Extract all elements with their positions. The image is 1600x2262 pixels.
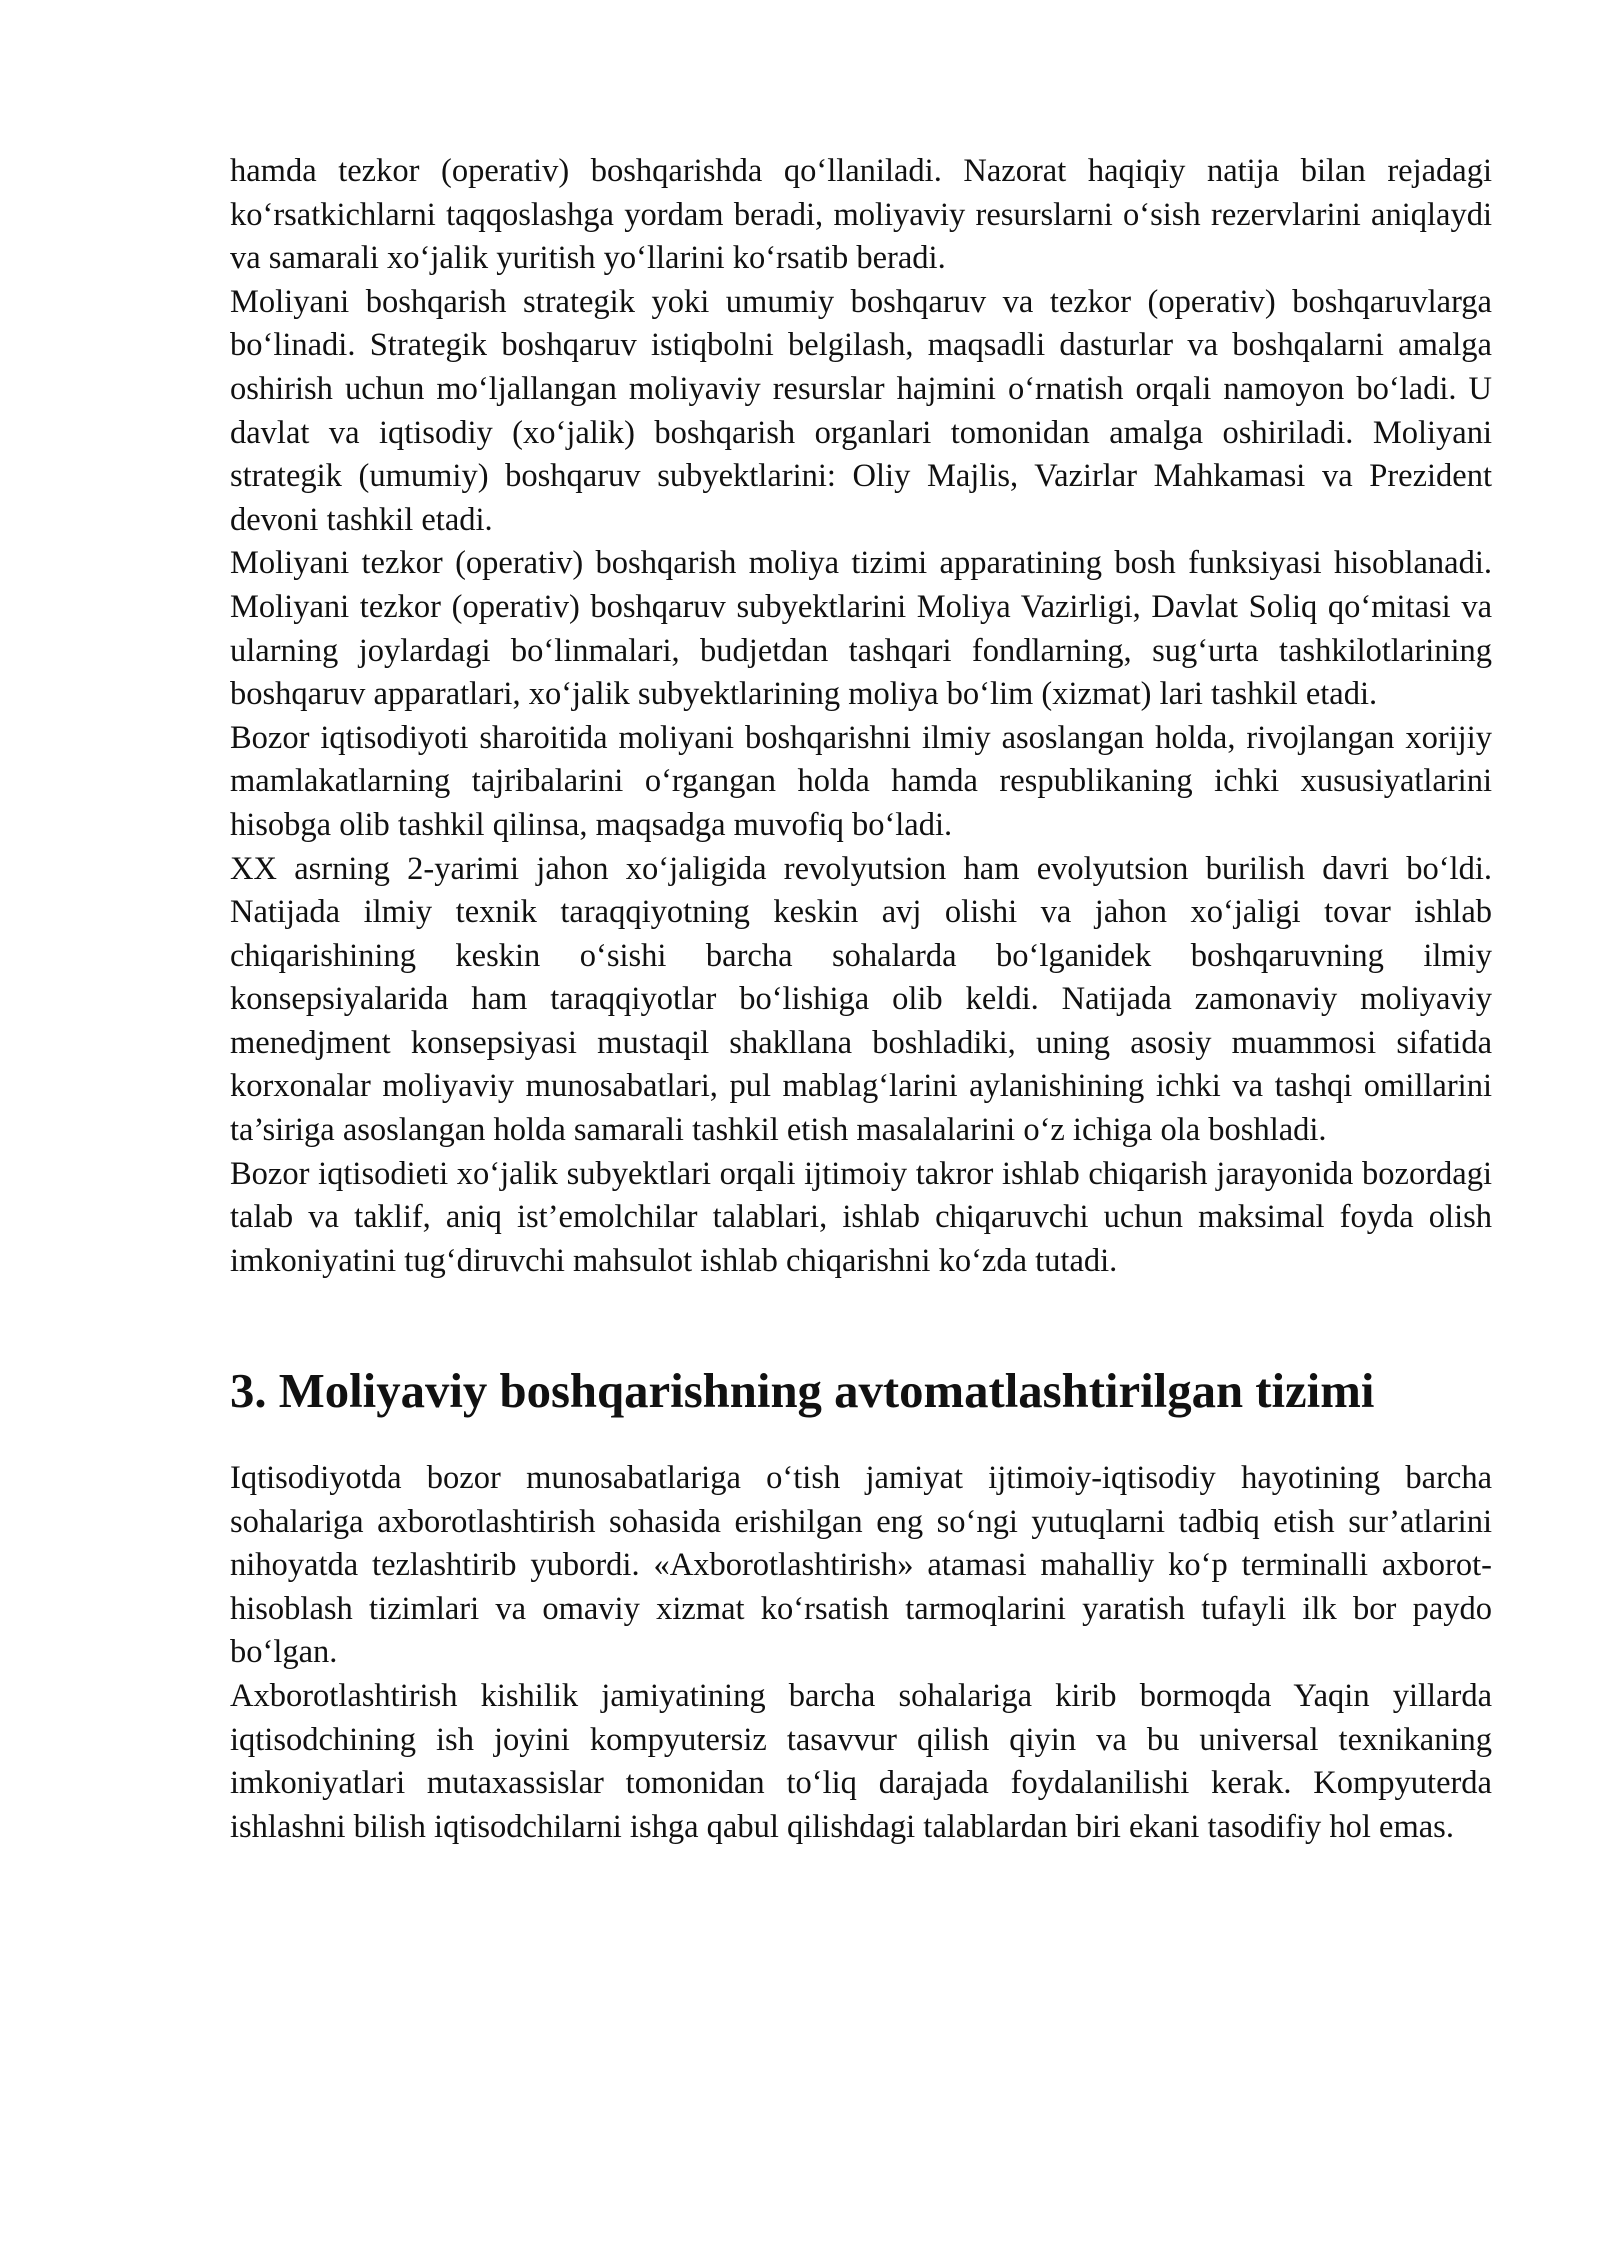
section-heading: 3. Moliyaviy boshqarishning avtomatlashtirilgan tizimi bbox=[230, 1364, 1375, 1419]
paragraph-operative-management: Moliyani tezkor (operativ) boshqarish moliya tizimi apparatining bosh funksiyasi hisoblanadi. Moliyani tezkor (operativ) boshqaruv subyektlarini Moliya Vazirligi, Davlat Soliq qo‘mitasi va ularning joylardagi bo‘linmalari, budjetdan tashqari fondlarning, sug‘urta tashkilotlarining boshqaruv apparatlari, xo‘jalik subyektlarining moliya bo‘lim (xizmat) lari tashkil etadi. bbox=[230, 545, 1492, 713]
heading-spacer bbox=[230, 1414, 1492, 1457]
paragraph-informatization-society: Axborotlashtirish kishilik jamiyatining barcha sohalariga kirib bormoqda Yaqin yillarda iqtisodchining ish joyini kompyutersiz tasavvur qilish qiyin va bu universal texnikaning imkoniyatlari mutaxassislar tomonidan to‘liq darajada foydalanilishi kerak. Kompyuterda ishlashni bilish iqtisodchilarni ishga qabul qilishdagi talablardan biri ekani tasodifiy hol emas. bbox=[230, 1678, 1492, 1845]
paragraph-market-subjects: Bozor iqtisodieti xo‘jalik subyektlari orqali ijtimoiy takror ishlab chiqarish jarayonida bozordagi talab va taklif, aniq ist’emolchilar talablari, ishlab chiqaruvchi uchun maksimal foyda olish imkoniyatini tug‘diruvchi mahsulot ishlab chiqarishni ko‘zda tutadi. bbox=[230, 1155, 1492, 1279]
section-spacer bbox=[230, 1283, 1492, 1370]
paragraph-informatization-intro: Iqtisodiyotda bozor munosabatlariga o‘tish jamiyat ijtimoiy-iqtisodiy hayotining barcha sohalariga axborotlashtirish sohasida erishilgan eng so‘ngi yutuqlarni tadbiq etish sur’atlarini nihoyatda tezlashtirib yubordi. «Axborotlashtirish» atamasi mahalliy ko‘p terminalli axborot-hisoblash tizimlari va omaviy xizmat ko‘rsatish tarmoqlarini yaratish tufayli ilk bor paydo bo‘lgan. bbox=[230, 1460, 1492, 1671]
paragraph-control-usage: hamda tezkor (operativ) boshqarishda qo‘llaniladi. Nazorat haqiqiy natija bilan rejadagi ko‘rsatkichlarni taqqoslashga yordam beradi, moliyaviy resurslarni o‘sish rezervlarini aniqlaydi va samarali xo‘jalik yuritish yo‘llarini ko‘rsatib beradi. bbox=[230, 153, 1492, 277]
paragraph-strategic-management: Moliyani boshqarish strategik yoki umumiy boshqaruv va tezkor (operativ) boshqaruvlarga bo‘linadi. Strategik boshqaruv istiqbolni belgilash, maqsadli dasturlar va boshqalarni amalga oshirish uchun mo‘ljallangan moliyaviy resurslar hajmini o‘rnatish orqali namoyon bo‘ladi. U davlat va iqtisodiy (xo‘jalik) boshqarish organlari tomonidan amalga oshiriladi. Moliyani strategik (umumiy) boshqaruv subyektlarini: Oliy Majlis, Vazirlar Mahkamasi va Prezident devoni tashkil etadi. bbox=[230, 283, 1492, 538]
paragraph-20th-century: XX asrning 2-yarimi jahon xo‘jaligida revolyutsion ham evolyutsion burilish davri bo‘ldi. Natijada ilmiy texnik taraqqiyotning keskin avj olishi va jahon xo‘jaligi tovar ishlab chiqarishining keskin o‘sishi barcha sohalarda bo‘lganidek boshqaruvning ilmiy konsepsiyalarida ham taraqqiyotlar bo‘lishiga olib keldi. Natijada zamonaviy moliyaviy menedjment konsepsiyasi mustaqil shakllana boshladiki, uning asosiy muammosi sifatida korxonalar moliyaviy munosabatlari, pul mablag‘larini aylanishining ichki va tashqi omillarini ta’siriga asoslangan holda samarali tashkil etish masalalarini o‘z ichiga ola boshladi. bbox=[230, 850, 1492, 1149]
paragraph-market-economy: Bozor iqtisodiyoti sharoitida moliyani boshqarishni ilmiy asoslangan holda, rivojlangan xorijiy mamlakatlarning tajribalarini o‘rgangan holda hamda respublikaning ichki xususiyatlarini hisobga olib tashkil qilinsa, maqsadga muvofiq bo‘ladi. bbox=[230, 719, 1492, 843]
document-page bbox=[230, 150, 1492, 1849]
